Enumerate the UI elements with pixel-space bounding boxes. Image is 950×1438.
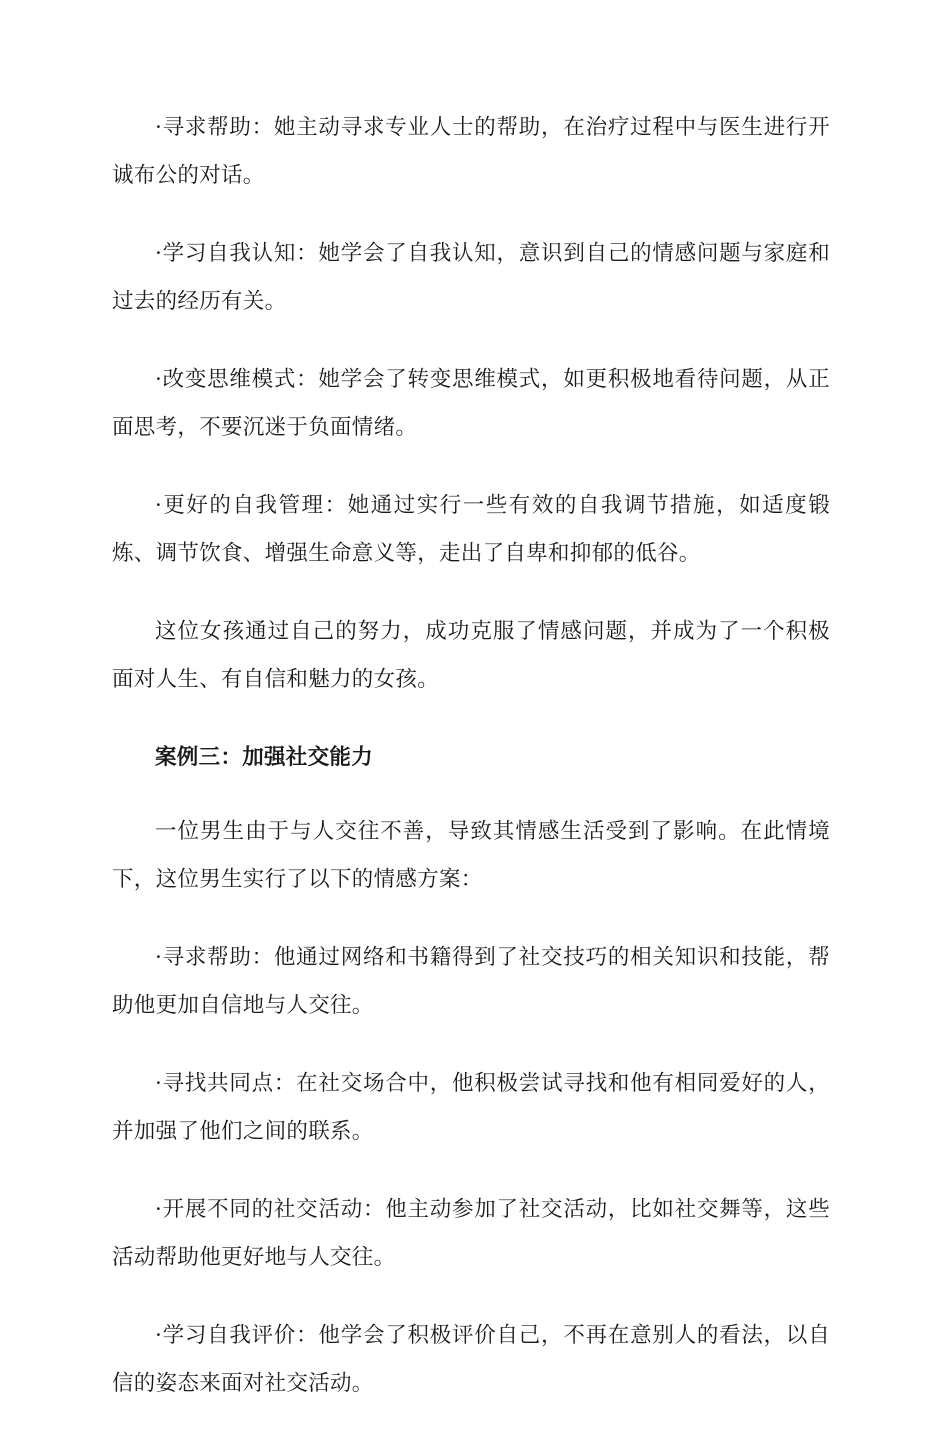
paragraph-girl-conclusion: 这位女孩通过自己的努力，成功克服了情感问题，并成为了一个积极面对人生、有自信和魅力的女孩。 xyxy=(112,619,830,692)
paragraph-case-three-intro: 一位男生由于与人交往不善，导致其情感生活受到了影响。在此情境下，这位男生实行了以下的情感方案： xyxy=(112,819,830,892)
paragraph-self-management: ·更好的自我管理：她通过实行一些有效的自我调节措施，如适度锻炼、调节饮食、增强生命意义等，走出了自卑和抑郁的低谷。 xyxy=(112,493,830,566)
paragraph-find-common-ground: ·寻找共同点：在社交场合中，他积极尝试寻找和他有相同爱好的人，并加强了他们之间的联系。 xyxy=(112,1071,830,1144)
paragraph-seek-help-girl: ·寻求帮助：她主动寻求专业人士的帮助，在治疗过程中与医生进行开诚布公的对话。 xyxy=(112,115,830,188)
paragraph-change-mindset: ·改变思维模式：她学会了转变思维模式，如更积极地看待问题，从正面思考，不要沉迷于负面情绪。 xyxy=(112,367,830,440)
section-heading-case-three: 案例三：加强社交能力 xyxy=(155,745,374,770)
paragraph-self-evaluation: ·学习自我评价：他学会了积极评价自己，不再在意别人的看法，以自信的姿态来面对社交活动。 xyxy=(112,1323,830,1396)
paragraph-self-awareness: ·学习自我认知：她学会了自我认知，意识到自己的情感问题与家庭和过去的经历有关。 xyxy=(112,241,830,314)
paragraph-social-activities: ·开展不同的社交活动：他主动参加了社交活动，比如社交舞等，这些活动帮助他更好地与人交往。 xyxy=(112,1197,830,1270)
document-page xyxy=(112,104,830,1438)
paragraph-seek-help-boy: ·寻求帮助：他通过网络和书籍得到了社交技巧的相关知识和技能，帮助他更加自信地与人交往。 xyxy=(112,945,830,1018)
